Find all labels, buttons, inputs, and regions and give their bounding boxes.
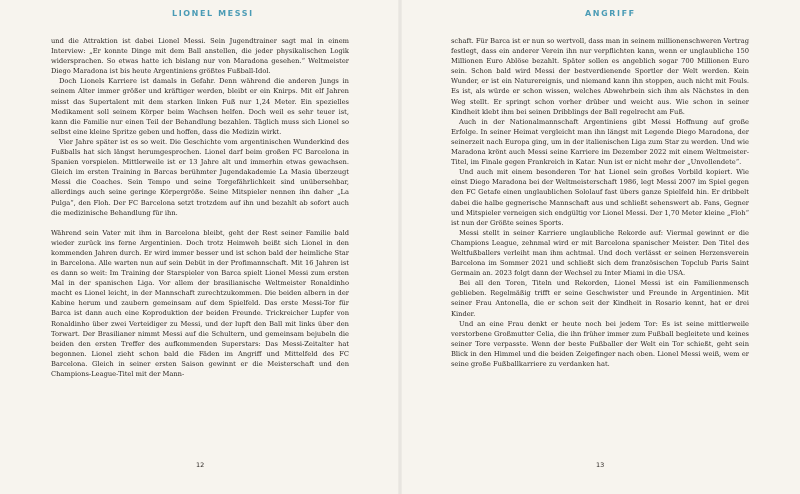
left-page-body: [51, 36, 349, 379]
running-header-right: ANGRIFF: [585, 9, 636, 18]
running-header-left: LIONEL MESSI: [172, 9, 254, 18]
page-number-right: 13: [596, 461, 605, 469]
right-page: [400, 0, 800, 494]
paragraph: Doch Lionels Karriere ist damals in Gefahr. Denn während die anderen Jungs in seinem Alter immer größer und kräftiger werden, bleibt er ein Knirps. Mit elf Jahren misst das Supertalent mit dem starken linken Fuß nur 1,24 Meter. Ein spezielles Medikament soll seinem Körper beim Wachsen helfen. Doch weil es sehr teuer ist, kann die Familie nur einen Teil der Behandlung bezahlen. Täglich muss sich Lionel so selbst eine kleine Spritze geben und hoffen, dass die Medizin wirkt.: [51, 77, 349, 136]
paragraph: schaft. Für Barca ist er nun so wertvoll, dass man in seinem millionenschweren Vertrag festlegt, dass ein anderer Verein ihn nur verpflichten kann, wenn er unglaubliche 150 Millionen Euro Ablöse bezahlt. Später sollen es angeblich sogar 700 Millionen Euro sein. Schon bald wird Messi der bestverdienende Sportler der Welt werden. Kein Wunder, er ist ein Naturereignis, und niemand kann ihn stoppen, auch nicht mit Fouls. Es ist, als würde er schon wissen, welches Abwehrbein sich ihm als Nächstes in den Weg stellt. Er springt schon vorher drüber und weicht aus. Wie schon in seiner Kindheit klebt ihm bei seinen Dribblings der Ball regelrecht am Fuß.: [451, 37, 749, 116]
paragraph: Und auch mit einem besonderen Tor hat Lionel sein großes Vorbild kopiert. Wie einst Diego Maradona bei der Weltmeisterschaft 1986, legt Messi 2007 im Spiel gegen den FC Getafe einen unglaublichen Sololauf fast übers ganze Spielfeld hin. Er dribbelt dabei die halbe gegnerische Mannschaft aus und schließt sehenswert ab. Fans, Gegner und Mitspieler verneigen sich endgültig vor Lionel Messi. Der 1,70 Meter kleine „Floh“ ist nun der Größte seines Sports.: [451, 168, 749, 227]
right-page-body: [451, 36, 749, 369]
paragraph: Auch in der Nationalmannschaft Argentiniens gibt Messi Hoffnung auf große Erfolge. In seiner Heimat vergleicht man ihn längst mit Legende Diego Maradona, der seinerzeit nach Europa ging, um in der italienischen Liga zum Star zu werden. Und wie Maradona krönt auch Messi seine Karriere im Dezember 2022 mit einem Weltmeister-Titel, im Finale gegen Frankreich in Katar. Nun ist er nicht mehr der „Unvollendete“.: [451, 117, 749, 167]
paragraph: Bei all den Toren, Titeln und Rekorden, Lionel Messi ist ein Familienmensch geblieben. Regelmäßig trifft er seine Geschwister und Freunde in Argentinien. Mit seiner Frau Antonella, die er schon seit der Kindheit in Rosario kennt, hat er drei Kinder.: [451, 279, 749, 318]
paragraph: Vier Jahre später ist es so weit. Die Geschichte vom argentinischen Wunderkind des Fußballs hat sich längst herumgesprochen. Lionel darf beim großen FC Barcelona in Spanien vorspielen. Mittlerweile ist er 13 Jahre alt und immerhin etwas gewachsen. Gleich im ersten Training in Barcas berühmter Jugendakademie La Masia überzeugt Messi die Coaches. Sein Tempo und seine Torgefährlichkeit sind unübersehbar, allerdings auch seine geringe Körpergröße. Seine Mitspieler nennen ihn daher „La Pulga“, den Floh. Der FC Barcelona setzt trotzdem auf ihn und bezahlt ab sofort auch die medizinische Behandlung für ihn.: [51, 137, 349, 217]
paragraph: Messi stellt in seiner Karriere unglaubliche Rekorde auf: Viermal gewinnt er die Champions League, zehnmal wird er mit Barcelona spanischer Meister. Den Titel des Weltfußballers verleiht man ihm achtmal. Und doch verlässt er seinen Herzensverein Barcelona im Sommer 2021 und schließt sich dem französischen Topclub Paris Saint Germain an. 2023 folgt dann der Wechsel zu Inter Miami in die USA.: [451, 228, 749, 278]
page-number-left: 12: [196, 461, 205, 469]
paragraph: und die Attraktion ist dabei Lionel Messi. Sein Jugendtrainer sagt mal in einem Interview: „Er konnte Dinge mit dem Ball anstellen, die jeder physikalischen Logik widersprachen. So etwas hatte ich bislang nur von Maradona gesehen.“ Weltmeister Diego Maradona ist bis heute Argentiniens größtes Fußball-Idol.: [51, 37, 349, 76]
paragraph: Während sein Vater mit ihm in Barcelona bleibt, geht der Rest seiner Familie bald wieder zurück ins ferne Argentinien. Doch trotz Heimweh beißt sich Lionel in den kommenden Jahren durch. Er wird immer besser und ist schon bald der heimliche Star in Barcelona. Alle warten nun auf sein Debüt in der Profimannschaft. Mit 16 Jahren ist es dann so weit: Im Training der Starspieler von Barca spielt Lionel Messi zum ersten Mal in der spanischen Liga. Vor allem der brasilianische Weltmeister Ronaldinho macht es Lionel leicht, in der Mannschaft zurechtzukommen. Die beiden albern in der Kabine herum und zaubern gemeinsam auf dem Spielfeld. Das erste Messi-Tor für Barca ist dann auch eine Koproduktion der beiden Freunde. Trickreicher Lupfer von Ronaldinho über zwei Verteidiger zu Messi, und der lupft den Ball mit links über den Torwart. Der Brasilianer nimmt Messi auf die Schultern, und gemeinsam bejubeln die beiden den ersten Treffer des aufkommenden Superstars: Das Messi-Zeitalter hat begonnen. Lionel zieht schon bald die Fäden im Angriff und Mittelfeld des FC Barcelona. Gleich in seiner ersten Saison gewinnt er die Meisterschaft und den Champions-League-Titel mit der Mann-: [51, 228, 349, 378]
paragraph: Und an eine Frau denkt er heute noch bei jedem Tor: Es ist seine mittlerweile verstorbene Großmutter Celia, die ihn früher immer zum Fußball begleitete und keines seiner Tore verpasste. Wenn der beste Fußballer der Welt ein Tor schießt, geht sein Blick in den Himmel und die beiden Zeigefinger nach oben. Lionel Messi weiß, wem er seine große Fußballkarriere zu verdanken hat.: [451, 319, 749, 368]
